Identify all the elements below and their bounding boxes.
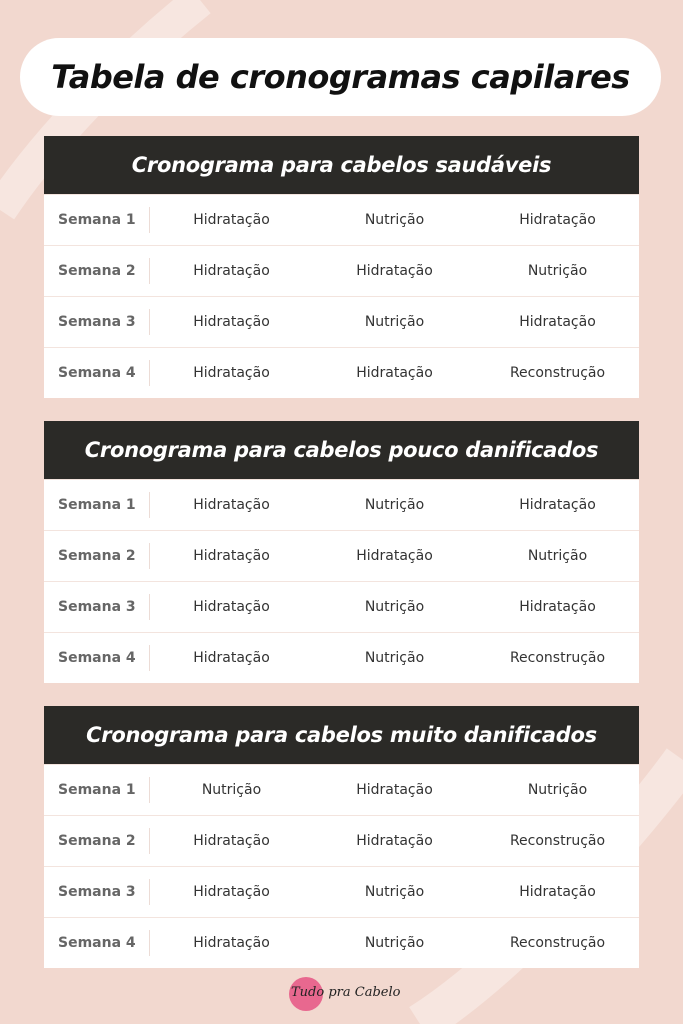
table-cell: Hidratação <box>193 599 270 615</box>
table-cell: Nutrição <box>364 212 425 228</box>
week-label: Semana 3 <box>44 879 150 905</box>
table-cell: Nutrição <box>527 263 588 279</box>
table-cell: Hidratação <box>193 548 270 564</box>
week-label: Semana 2 <box>44 543 150 569</box>
table-cell: Hidratação <box>193 884 270 900</box>
table-cell: Hidratação <box>519 212 596 228</box>
table-cell: Hidratação <box>519 314 596 330</box>
table-cell: Hidratação <box>356 548 433 564</box>
table-cell: Reconstrução <box>509 650 606 666</box>
table-row <box>44 347 639 398</box>
table-cell: Nutrição <box>527 548 588 564</box>
logo-text: Tudo pra Cabelo <box>291 985 401 1000</box>
table-row <box>44 479 639 530</box>
table-cell: Nutrição <box>364 497 425 513</box>
table-cell: Nutrição <box>364 599 425 615</box>
page-title: Tabela de cronogramas capilares <box>51 58 630 96</box>
table-cell: Hidratação <box>519 497 596 513</box>
week-label: Semana 4 <box>44 930 150 956</box>
table-cell: Nutrição <box>364 884 425 900</box>
week-label: Semana 2 <box>44 258 150 284</box>
table-row <box>44 866 639 917</box>
week-label: Semana 4 <box>44 645 150 671</box>
table-row <box>44 194 639 245</box>
table-cell: Hidratação <box>356 833 433 849</box>
week-label: Semana 1 <box>44 207 150 233</box>
table-heading: Cronograma para cabelos pouco danificados <box>44 421 639 479</box>
week-label: Semana 3 <box>44 594 150 620</box>
table-cell: Nutrição <box>201 782 262 798</box>
week-label: Semana 4 <box>44 360 150 386</box>
table-cell: Hidratação <box>193 314 270 330</box>
table-cell: Hidratação <box>193 650 270 666</box>
table-row <box>44 530 639 581</box>
table-heading: Cronograma para cabelos muito danificados <box>44 706 639 764</box>
schedule-table-very-damaged <box>44 706 639 968</box>
table-cell: Reconstrução <box>509 935 606 951</box>
table-cell: Nutrição <box>364 314 425 330</box>
title-pill <box>20 38 661 116</box>
week-label: Semana 3 <box>44 309 150 335</box>
brand-logo <box>289 977 401 1011</box>
schedule-table-healthy <box>44 136 639 398</box>
week-label: Semana 2 <box>44 828 150 854</box>
table-cell: Nutrição <box>527 782 588 798</box>
table-row <box>44 245 639 296</box>
table-row <box>44 632 639 683</box>
table-row <box>44 581 639 632</box>
table-cell: Hidratação <box>193 212 270 228</box>
table-heading: Cronograma para cabelos saudáveis <box>44 136 639 194</box>
table-cell: Hidratação <box>193 833 270 849</box>
table-cell: Hidratação <box>356 365 433 381</box>
table-cell: Hidratação <box>519 599 596 615</box>
table-cell: Hidratação <box>356 782 433 798</box>
table-cell: Nutrição <box>364 935 425 951</box>
table-row <box>44 296 639 347</box>
table-row <box>44 815 639 866</box>
table-cell: Nutrição <box>364 650 425 666</box>
week-label: Semana 1 <box>44 492 150 518</box>
table-cell: Hidratação <box>193 263 270 279</box>
table-cell: Reconstrução <box>509 833 606 849</box>
table-cell: Hidratação <box>356 263 433 279</box>
table-cell: Reconstrução <box>509 365 606 381</box>
table-cell: Hidratação <box>193 497 270 513</box>
table-cell: Hidratação <box>193 935 270 951</box>
schedule-table-slightly-damaged <box>44 421 639 683</box>
table-cell: Hidratação <box>193 365 270 381</box>
table-row <box>44 917 639 968</box>
week-label: Semana 1 <box>44 777 150 803</box>
table-row <box>44 764 639 815</box>
table-cell: Hidratação <box>519 884 596 900</box>
